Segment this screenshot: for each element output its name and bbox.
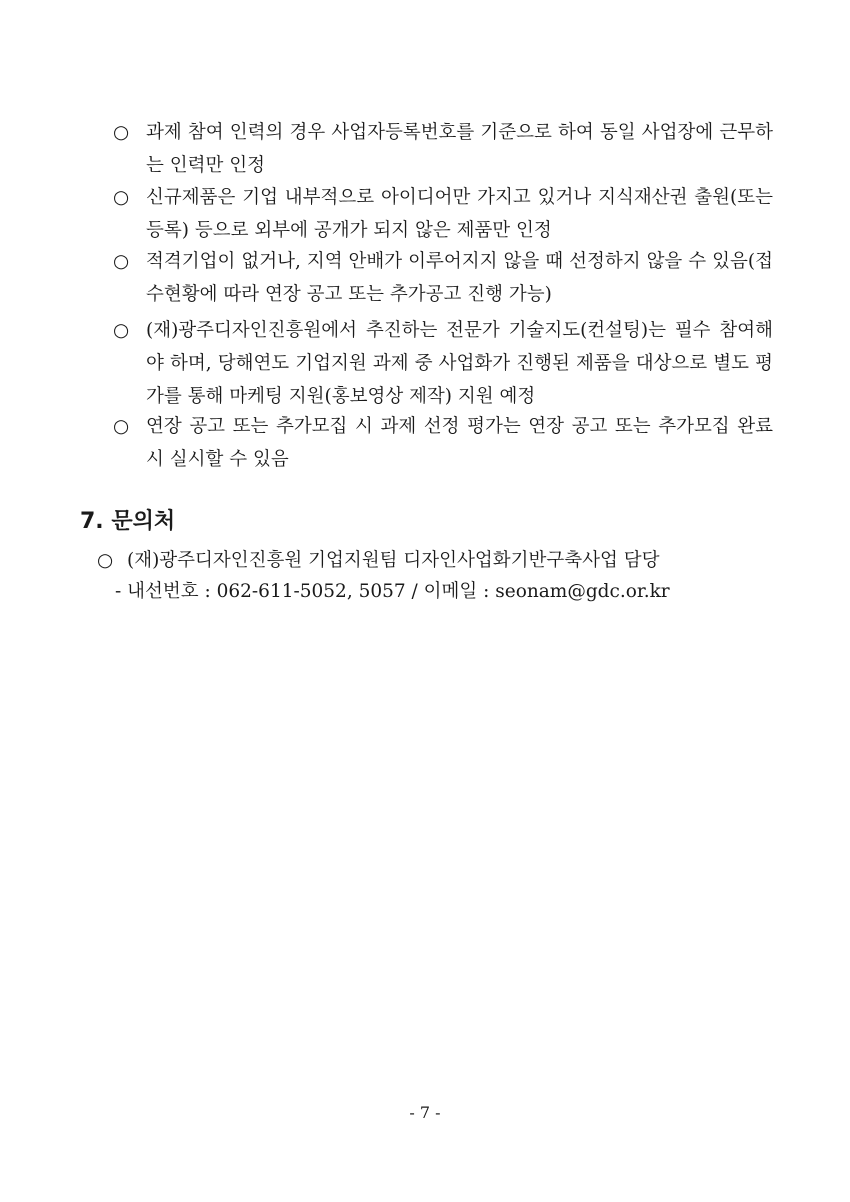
page-number: - 7 - [409,1103,441,1122]
list-item [113,181,773,247]
contact-detail: - 내선번호 : 062-611-5052, 5057 / 이메일 : seonam@gdc.or.kr [115,581,670,602]
circle-bullet-icon: ○ [97,550,114,571]
list-item [113,314,773,413]
list-item-text: 신규제품은 기업 내부적으로 아이디어만 가지고 있거나 지식재산권 출원(또는 등록) 등으로 외부에 공개가 되지 않은 제품만 인정 [146,187,773,241]
list-item [113,116,773,182]
list-item [113,245,773,311]
circle-bullet-icon: ○ [113,187,130,208]
circle-bullet-icon: ○ [113,416,130,437]
section-heading: 7. 문의처 [80,509,176,534]
list-item [113,410,773,476]
circle-bullet-icon: ○ [113,122,130,143]
circle-bullet-icon: ○ [113,251,130,272]
list-item-text: 연장 공고 또는 추가모집 시 과제 선정 평가는 연장 공고 또는 추가모집 완료 시 실시할 수 있음 [146,416,773,470]
circle-bullet-icon: ○ [113,320,130,341]
list-item-text: (재)광주디자인진흥원에서 추진하는 전문가 기술지도(컨설팅)는 필수 참여해야 하며, 당해연도 기업지원 과제 중 사업화가 진행된 제품을 대상으로 별도 평가를 통해 마케팅 지원(홍보영상 제작) 지원 예정 [146,320,773,407]
list-item-text: 적격기업이 없거나, 지역 안배가 이루어지지 않을 때 선정하지 않을 수 있음(접수현황에 따라 연장 공고 또는 추가공고 진행 가능) [146,251,773,305]
list-item-text: 과제 참여 인력의 경우 사업자등록번호를 기준으로 하여 동일 사업장에 근무하는 인력만 인정 [146,122,773,176]
contact-org [97,546,659,576]
contact-org-text: (재)광주디자인진흥원 기업지원팀 디자인사업화기반구축사업 담당 [127,550,660,571]
